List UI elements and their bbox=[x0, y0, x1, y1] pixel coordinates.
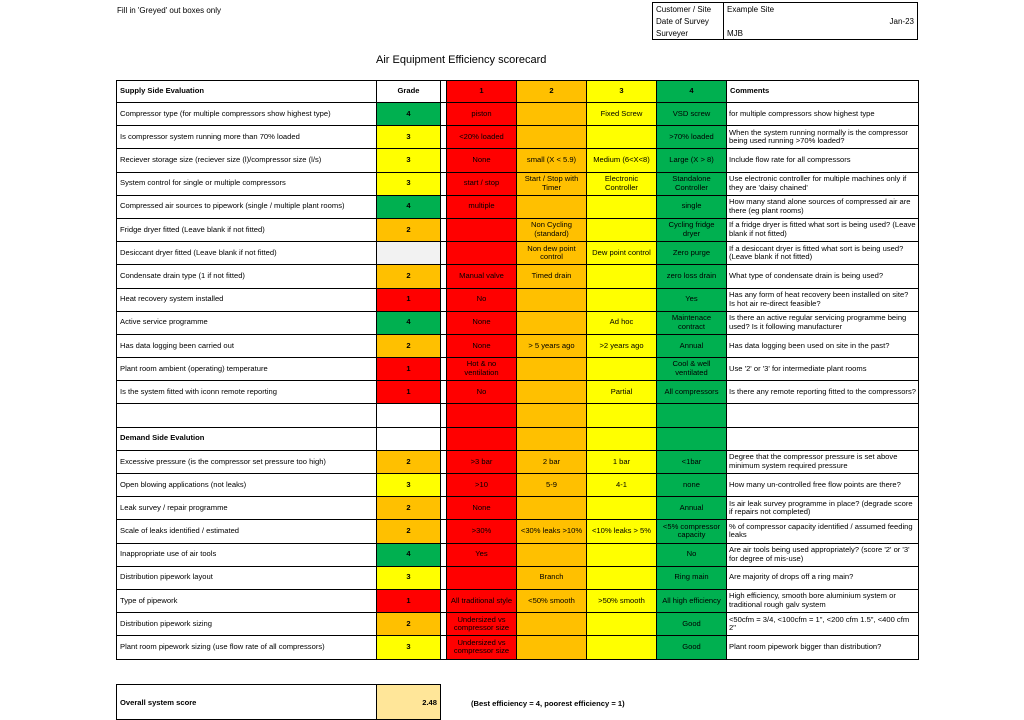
option-1: All traditional style bbox=[447, 589, 517, 612]
blank-cell bbox=[657, 404, 727, 427]
option-3 bbox=[587, 265, 657, 288]
grade-input[interactable] bbox=[377, 242, 441, 265]
grade-input[interactable]: 4 bbox=[377, 311, 441, 334]
date-label: Date of Survey bbox=[653, 15, 724, 27]
surveyor-value[interactable]: MJB bbox=[727, 28, 743, 38]
grade-input[interactable]: 2 bbox=[377, 218, 441, 241]
grade-input[interactable]: 3 bbox=[377, 172, 441, 195]
option-4: Annual bbox=[657, 334, 727, 357]
col-header-3: 3 bbox=[587, 81, 657, 103]
option-4: No bbox=[657, 543, 727, 566]
row-comment: <50cfm = 3/4, <100cfm = 1", <200 cfm 1.5", <400 cfm 2" bbox=[727, 613, 919, 636]
option-4: Annual bbox=[657, 497, 727, 520]
option-1: >10 bbox=[447, 474, 517, 497]
row-label: Type of pipework bbox=[117, 589, 377, 612]
customer-label: Customer / Site bbox=[653, 3, 724, 15]
col-header-4: 4 bbox=[657, 81, 727, 103]
option-4: zero loss drain bbox=[657, 265, 727, 288]
option-2 bbox=[517, 497, 587, 520]
row-label: Inappropriate use of air tools bbox=[117, 543, 377, 566]
option-4: All compressors bbox=[657, 381, 727, 404]
option-1: <20% loaded bbox=[447, 126, 517, 149]
table-row bbox=[117, 288, 919, 311]
row-comment: How many stand alone sources of compressed air are there (eg plant rooms) bbox=[727, 195, 919, 218]
row-label: Scale of leaks identified / estimated bbox=[117, 520, 377, 543]
option-3: Fixed Screw bbox=[587, 103, 657, 126]
table-row bbox=[117, 172, 919, 195]
supply-header-row bbox=[117, 81, 919, 103]
option-1: piston bbox=[447, 103, 517, 126]
table-row bbox=[117, 334, 919, 357]
option-2 bbox=[517, 381, 587, 404]
table-row bbox=[117, 474, 919, 497]
row-comment: Include flow rate for all compressors bbox=[727, 149, 919, 172]
grade-input[interactable]: 1 bbox=[377, 589, 441, 612]
row-label: Condensate drain type (1 if not fitted) bbox=[117, 265, 377, 288]
option-2: <30% leaks >10% bbox=[517, 520, 587, 543]
option-1: Hot & no ventilation bbox=[447, 358, 517, 381]
supply-heading: Supply Side Evaluation bbox=[117, 81, 377, 103]
option-1: Undersized vs compressor size bbox=[447, 636, 517, 659]
option-2: <50% smooth bbox=[517, 589, 587, 612]
grade-input[interactable]: 3 bbox=[377, 474, 441, 497]
grade-input[interactable]: 4 bbox=[377, 103, 441, 126]
option-4: Cool & well ventilated bbox=[657, 358, 727, 381]
row-label: System control for single or multiple compressors bbox=[117, 172, 377, 195]
row-comment: Has any form of heat recovery been installed on site? Is hot air re-direct feasible? bbox=[727, 288, 919, 311]
option-1: None bbox=[447, 334, 517, 357]
blank-cell bbox=[447, 404, 517, 427]
table-row bbox=[117, 195, 919, 218]
blank-cell bbox=[517, 427, 587, 450]
demand-header-row bbox=[117, 427, 919, 450]
option-2 bbox=[517, 311, 587, 334]
blank-cell bbox=[117, 404, 377, 427]
row-comment: Is there any remote reporting fitted to the compressors? bbox=[727, 381, 919, 404]
table-row bbox=[117, 381, 919, 404]
option-2: 2 bar bbox=[517, 450, 587, 473]
surveyor-label: Surveyer bbox=[653, 27, 724, 39]
grade-input[interactable]: 2 bbox=[377, 265, 441, 288]
table-row bbox=[117, 636, 919, 659]
col-header-2: 2 bbox=[517, 81, 587, 103]
option-2 bbox=[517, 195, 587, 218]
option-3 bbox=[587, 126, 657, 149]
table-row bbox=[117, 520, 919, 543]
row-label: Leak survey / repair programme bbox=[117, 497, 377, 520]
row-label: Is the system fitted with iconn remote reporting bbox=[117, 381, 377, 404]
option-1 bbox=[447, 566, 517, 589]
option-4: Maintenace contract bbox=[657, 311, 727, 334]
grade-input[interactable]: 2 bbox=[377, 520, 441, 543]
option-4: >70% loaded bbox=[657, 126, 727, 149]
col-header-1: 1 bbox=[447, 81, 517, 103]
grade-input[interactable]: 2 bbox=[377, 613, 441, 636]
table-row bbox=[117, 450, 919, 473]
option-3 bbox=[587, 358, 657, 381]
option-3: >50% smooth bbox=[587, 589, 657, 612]
option-1: >3 bar bbox=[447, 450, 517, 473]
grade-input[interactable]: 3 bbox=[377, 126, 441, 149]
option-4: Good bbox=[657, 613, 727, 636]
option-4: VSD screw bbox=[657, 103, 727, 126]
row-comment: Is there an active regular servicing programme being used? Is it following manufacturer bbox=[727, 311, 919, 334]
option-3: Ad hoc bbox=[587, 311, 657, 334]
option-1: multiple bbox=[447, 195, 517, 218]
option-4: <1bar bbox=[657, 450, 727, 473]
row-comment: Degree that the compressor pressure is set above minimum system required pressure bbox=[727, 450, 919, 473]
instruction-note: Fill in 'Greyed' out boxes only bbox=[117, 6, 221, 15]
option-3: <10% leaks > 5% bbox=[587, 520, 657, 543]
option-4: Ring main bbox=[657, 566, 727, 589]
grade-input[interactable]: 1 bbox=[377, 381, 441, 404]
option-1: No bbox=[447, 381, 517, 404]
option-3: 1 bar bbox=[587, 450, 657, 473]
survey-info-box bbox=[652, 2, 918, 40]
row-comment: Are air tools being used appropriately? (score '2' or '3' for degree of mis-use) bbox=[727, 543, 919, 566]
option-2 bbox=[517, 288, 587, 311]
option-2: 5-9 bbox=[517, 474, 587, 497]
option-4: Zero purge bbox=[657, 242, 727, 265]
grade-header: Grade bbox=[377, 81, 441, 103]
blank-cell bbox=[587, 427, 657, 450]
overall-score-value: 2.48 bbox=[377, 685, 441, 720]
row-comment: How many un-controlled free flow points are there? bbox=[727, 474, 919, 497]
option-3 bbox=[587, 497, 657, 520]
option-2: Timed drain bbox=[517, 265, 587, 288]
row-comment: Are majority of drops off a ring main? bbox=[727, 566, 919, 589]
option-3 bbox=[587, 543, 657, 566]
row-comment: for multiple compressors show highest type bbox=[727, 103, 919, 126]
table-row bbox=[117, 497, 919, 520]
table-row bbox=[117, 149, 919, 172]
row-comment: % of compressor capacity identified / assumed feeding leaks bbox=[727, 520, 919, 543]
option-2 bbox=[517, 126, 587, 149]
page-title: Air Equipment Efficiency scorecard bbox=[376, 54, 547, 66]
option-2 bbox=[517, 613, 587, 636]
row-label: Plant room ambient (operating) temperature bbox=[117, 358, 377, 381]
table-row bbox=[117, 126, 919, 149]
option-4: <5% compressor capacity bbox=[657, 520, 727, 543]
grade-input[interactable]: 3 bbox=[377, 636, 441, 659]
table-row bbox=[117, 265, 919, 288]
row-comment: High efficiency, smooth bore aluminium system or traditional rough galv system bbox=[727, 589, 919, 612]
option-4: Large (X > 8) bbox=[657, 149, 727, 172]
row-label: Fridge dryer fitted (Leave blank if not fitted) bbox=[117, 218, 377, 241]
grade-input[interactable]: 4 bbox=[377, 195, 441, 218]
row-comment: If a desiccant dryer is fitted what sort is being used? (Leave blank if not fitted) bbox=[727, 242, 919, 265]
grade-input[interactable]: 2 bbox=[377, 497, 441, 520]
row-label: Distribution pipework layout bbox=[117, 566, 377, 589]
option-2 bbox=[517, 636, 587, 659]
option-4: Standalone Controller bbox=[657, 172, 727, 195]
option-3 bbox=[587, 636, 657, 659]
table-row bbox=[117, 103, 919, 126]
option-3: Dew point control bbox=[587, 242, 657, 265]
option-3: >2 years ago bbox=[587, 334, 657, 357]
table-row bbox=[117, 613, 919, 636]
table-row bbox=[117, 589, 919, 612]
blank-cell bbox=[587, 404, 657, 427]
row-label: Reciever storage size (reciever size (l)/compressor size (l/s) bbox=[117, 149, 377, 172]
blank-row bbox=[117, 404, 919, 427]
option-4: none bbox=[657, 474, 727, 497]
option-3 bbox=[587, 195, 657, 218]
blank-cell bbox=[727, 404, 919, 427]
option-1: >30% bbox=[447, 520, 517, 543]
option-3 bbox=[587, 613, 657, 636]
option-1: No bbox=[447, 288, 517, 311]
row-comment: What type of condensate drain is being used? bbox=[727, 265, 919, 288]
option-2 bbox=[517, 103, 587, 126]
grade-input[interactable]: 4 bbox=[377, 543, 441, 566]
option-1 bbox=[447, 242, 517, 265]
option-1: None bbox=[447, 149, 517, 172]
row-label: Compressor type (for multiple compressors show highest type) bbox=[117, 103, 377, 126]
option-3: Electronic Controller bbox=[587, 172, 657, 195]
option-3 bbox=[587, 566, 657, 589]
blank-cell bbox=[517, 404, 587, 427]
option-4: All high efficiency bbox=[657, 589, 727, 612]
grade-input[interactable]: 2 bbox=[377, 450, 441, 473]
scorecard-table bbox=[116, 80, 919, 660]
option-3: Medium (6<X<8) bbox=[587, 149, 657, 172]
date-value[interactable]: Jan-23 bbox=[889, 16, 914, 26]
grade-input[interactable]: 3 bbox=[377, 566, 441, 589]
row-label: Desiccant dryer fitted (Leave blank if not fitted) bbox=[117, 242, 377, 265]
option-1: None bbox=[447, 311, 517, 334]
option-1: start / stop bbox=[447, 172, 517, 195]
option-2: Start / Stop with Timer bbox=[517, 172, 587, 195]
option-2 bbox=[517, 543, 587, 566]
option-1: Undersized vs compressor size bbox=[447, 613, 517, 636]
option-1: None bbox=[447, 497, 517, 520]
table-row bbox=[117, 242, 919, 265]
option-2: small (X < 5.9) bbox=[517, 149, 587, 172]
comments-header: Comments bbox=[727, 81, 919, 103]
row-comment: Use electronic controller for multiple machines only if they are 'daisy chained' bbox=[727, 172, 919, 195]
option-2: > 5 years ago bbox=[517, 334, 587, 357]
option-1: Manual valve bbox=[447, 265, 517, 288]
row-label: Excessive pressure (is the compressor set pressure too high) bbox=[117, 450, 377, 473]
row-label: Plant room pipework sizing (use flow rate of all compressors) bbox=[117, 636, 377, 659]
row-label: Heat recovery system installed bbox=[117, 288, 377, 311]
customer-value[interactable]: Example Site bbox=[727, 4, 775, 14]
blank-cell bbox=[727, 427, 919, 450]
option-3 bbox=[587, 218, 657, 241]
option-4: single bbox=[657, 195, 727, 218]
table-row bbox=[117, 566, 919, 589]
table-row bbox=[117, 543, 919, 566]
option-3 bbox=[587, 288, 657, 311]
row-comment: Use '2' or '3' for intermediate plant rooms bbox=[727, 358, 919, 381]
grade-input[interactable]: 3 bbox=[377, 149, 441, 172]
option-2: Branch bbox=[517, 566, 587, 589]
row-label: Is compressor system running more than 70% loaded bbox=[117, 126, 377, 149]
row-comment: When the system running normally is the compressor being used running >70% loaded? bbox=[727, 126, 919, 149]
table-row bbox=[117, 311, 919, 334]
option-2 bbox=[517, 358, 587, 381]
row-comment: If a fridge dryer is fitted what sort is being used? (Leave blank if not fitted) bbox=[727, 218, 919, 241]
score-scale-note: (Best efficiency = 4, poorest efficiency = 1) bbox=[471, 699, 625, 708]
option-4: Cycling fridge dryer bbox=[657, 218, 727, 241]
table-row bbox=[117, 218, 919, 241]
blank-cell bbox=[377, 427, 441, 450]
demand-heading: Demand Side Evalution bbox=[117, 427, 377, 450]
grade-input[interactable]: 1 bbox=[377, 358, 441, 381]
row-label: Open blowing applications (not leaks) bbox=[117, 474, 377, 497]
grade-input[interactable]: 2 bbox=[377, 334, 441, 357]
row-label: Has data logging been carried out bbox=[117, 334, 377, 357]
row-label: Compressed air sources to pipework (single / multiple plant rooms) bbox=[117, 195, 377, 218]
row-label: Distribution pipework sizing bbox=[117, 613, 377, 636]
row-comment: Has data logging been used on site in the past? bbox=[727, 334, 919, 357]
overall-score-label: Overall system score bbox=[117, 685, 377, 720]
option-3: 4-1 bbox=[587, 474, 657, 497]
blank-cell bbox=[377, 404, 441, 427]
option-4: Yes bbox=[657, 288, 727, 311]
option-4: Good bbox=[657, 636, 727, 659]
option-3: Partial bbox=[587, 381, 657, 404]
row-comment: Is air leak survey programme in place? (degrade score if repairs not completed) bbox=[727, 497, 919, 520]
blank-cell bbox=[657, 427, 727, 450]
table-row bbox=[117, 358, 919, 381]
option-1: Yes bbox=[447, 543, 517, 566]
option-2: Non dew point control bbox=[517, 242, 587, 265]
option-2: Non Cycling (standard) bbox=[517, 218, 587, 241]
grade-input[interactable]: 1 bbox=[377, 288, 441, 311]
row-comment: Plant room pipework bigger than distribution? bbox=[727, 636, 919, 659]
option-1 bbox=[447, 218, 517, 241]
row-label: Active service programme bbox=[117, 311, 377, 334]
blank-cell bbox=[447, 427, 517, 450]
